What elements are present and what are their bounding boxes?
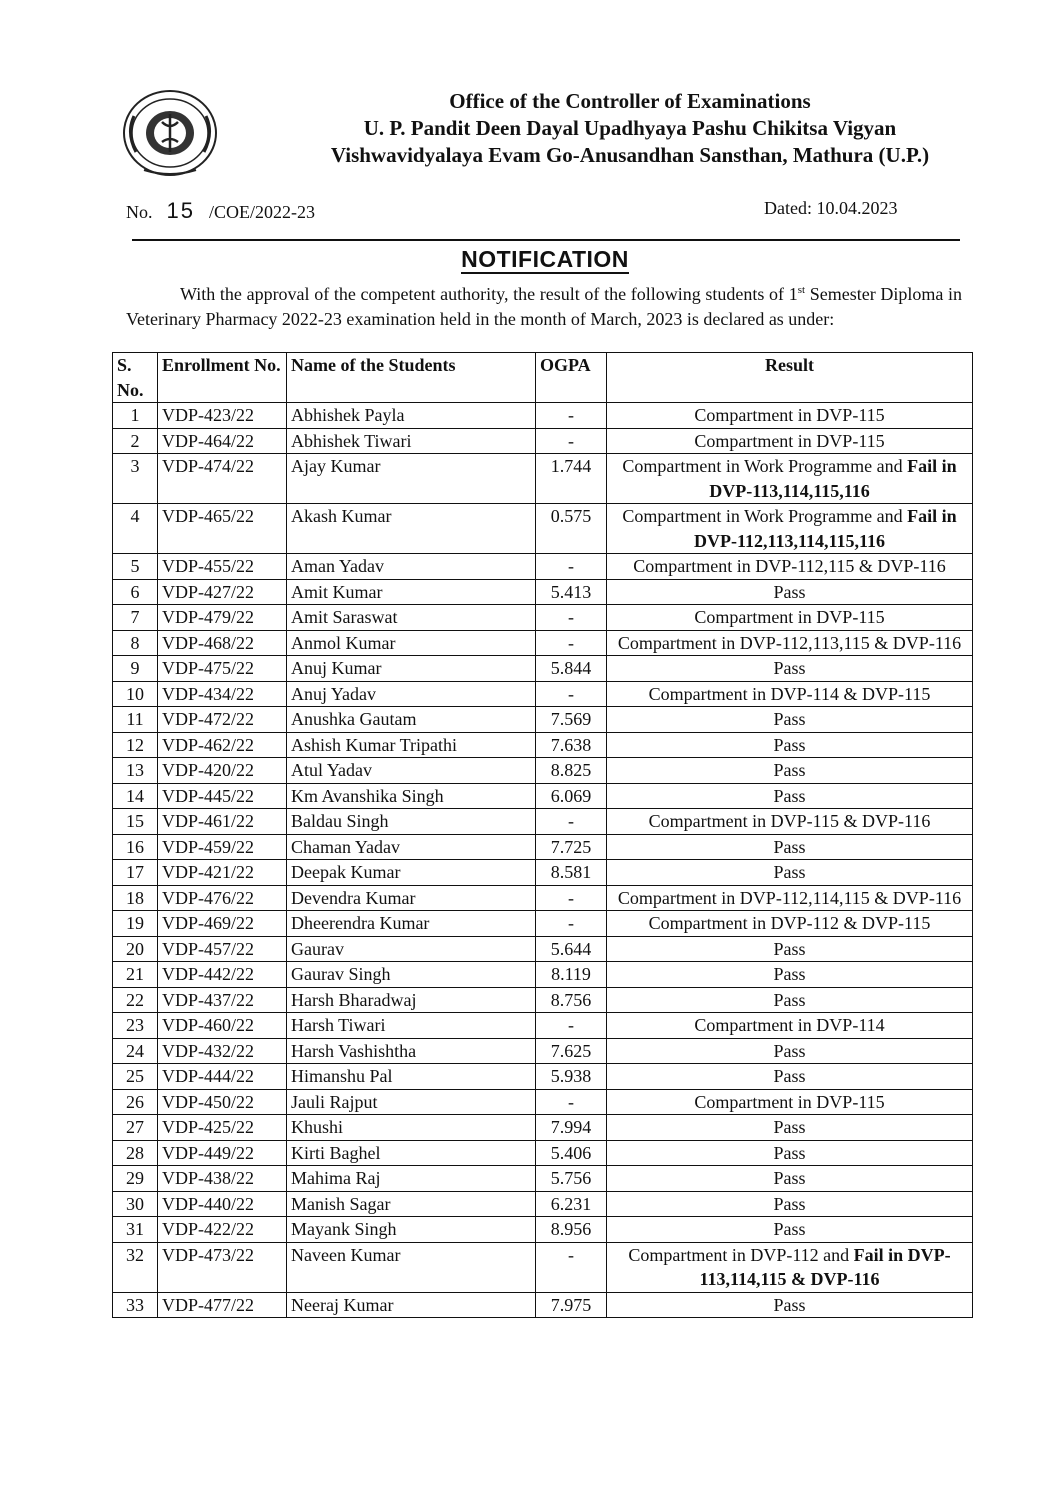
result-cell: Pass bbox=[607, 579, 973, 605]
result-cell: Compartment in Work Programme and Fail in DVP-113,114,115,116 bbox=[607, 454, 973, 504]
ogpa-cell: 1.744 bbox=[536, 454, 607, 504]
fail-text: Fail in DVP-113,114,115,116 bbox=[709, 456, 957, 501]
ogpa-cell: - bbox=[536, 1242, 607, 1292]
header-line-3: Vishwavidyalaya Evam Go-Anusandhan Sansthan, Mathura (U.P.) bbox=[330, 143, 930, 167]
result-cell: Pass bbox=[607, 1115, 973, 1141]
student-name-cell: Jauli Rajput bbox=[287, 1089, 536, 1115]
student-name-cell: Kirti Baghel bbox=[287, 1140, 536, 1166]
ogpa-cell: - bbox=[536, 885, 607, 911]
table-row bbox=[113, 1292, 973, 1318]
reference-suffix: /COE/2022-23 bbox=[208, 202, 315, 222]
result-cell: Compartment in Work Programme and Fail in DVP-112,113,114,115,116 bbox=[607, 504, 973, 554]
student-name-cell: Chaman Yadav bbox=[287, 834, 536, 860]
header-enrollment: Enrollment No. bbox=[158, 353, 287, 403]
enrollment-cell: VDP-423/22 bbox=[158, 403, 287, 429]
student-name-cell: Neeraj Kumar bbox=[287, 1292, 536, 1318]
table-row bbox=[113, 1242, 973, 1292]
result-cell: Compartment in DVP-114 & DVP-115 bbox=[607, 681, 973, 707]
sno-cell: 15 bbox=[113, 809, 158, 835]
result-cell: Pass bbox=[607, 1217, 973, 1243]
student-name-cell: Anushka Gautam bbox=[287, 707, 536, 733]
sno-cell: 21 bbox=[113, 962, 158, 988]
enrollment-cell: VDP-450/22 bbox=[158, 1089, 287, 1115]
enrollment-cell: VDP-468/22 bbox=[158, 630, 287, 656]
student-name-cell: Deepak Kumar bbox=[287, 860, 536, 886]
table-row bbox=[113, 403, 973, 429]
sno-cell: 3 bbox=[113, 454, 158, 504]
table-row bbox=[113, 630, 973, 656]
enrollment-cell: VDP-461/22 bbox=[158, 809, 287, 835]
sno-cell: 28 bbox=[113, 1140, 158, 1166]
result-cell: Compartment in DVP-112,115 & DVP-116 bbox=[607, 554, 973, 580]
sno-cell: 7 bbox=[113, 605, 158, 631]
enrollment-cell: VDP-455/22 bbox=[158, 554, 287, 580]
result-cell: Pass bbox=[607, 707, 973, 733]
table-row bbox=[113, 656, 973, 682]
result-cell: Compartment in DVP-115 bbox=[607, 403, 973, 429]
student-name-cell: Naveen Kumar bbox=[287, 1242, 536, 1292]
table-row bbox=[113, 1013, 973, 1039]
result-cell: Pass bbox=[607, 860, 973, 886]
ogpa-cell: 5.406 bbox=[536, 1140, 607, 1166]
reference-number bbox=[126, 198, 315, 224]
enrollment-cell: VDP-440/22 bbox=[158, 1191, 287, 1217]
sno-cell: 20 bbox=[113, 936, 158, 962]
university-emblem bbox=[114, 86, 228, 180]
result-cell: Compartment in DVP-115 bbox=[607, 1089, 973, 1115]
result-cell: Pass bbox=[607, 1064, 973, 1090]
enrollment-cell: VDP-459/22 bbox=[158, 834, 287, 860]
result-cell: Compartment in DVP-112 & DVP-115 bbox=[607, 911, 973, 937]
fail-text: Fail in DVP-113,114,115 & DVP-116 bbox=[699, 1244, 951, 1289]
student-name-cell: Harsh Vashishtha bbox=[287, 1038, 536, 1064]
enrollment-cell: VDP-427/22 bbox=[158, 579, 287, 605]
header-result: Result bbox=[607, 353, 973, 403]
sno-cell: 14 bbox=[113, 783, 158, 809]
student-name-cell: Dheerendra Kumar bbox=[287, 911, 536, 937]
table-row bbox=[113, 783, 973, 809]
ogpa-cell: 7.569 bbox=[536, 707, 607, 733]
student-name-cell: Manish Sagar bbox=[287, 1191, 536, 1217]
header-sno: S. No. bbox=[113, 353, 158, 403]
student-name-cell: Ajay Kumar bbox=[287, 454, 536, 504]
result-cell: Pass bbox=[607, 1140, 973, 1166]
result-cell: Compartment in DVP-112,114,115 & DVP-116 bbox=[607, 885, 973, 911]
reference-handwritten-number: 15 bbox=[166, 198, 195, 223]
student-name-cell: Gaurav bbox=[287, 936, 536, 962]
enrollment-cell: VDP-434/22 bbox=[158, 681, 287, 707]
result-cell: Compartment in DVP-112,113,115 & DVP-116 bbox=[607, 630, 973, 656]
enrollment-cell: VDP-425/22 bbox=[158, 1115, 287, 1141]
enrollment-cell: VDP-477/22 bbox=[158, 1292, 287, 1318]
table-row bbox=[113, 428, 973, 454]
student-name-cell: Harsh Bharadwaj bbox=[287, 987, 536, 1013]
result-cell: Pass bbox=[607, 1038, 973, 1064]
student-name-cell: Khushi bbox=[287, 1115, 536, 1141]
notification-title: NOTIFICATION bbox=[461, 246, 629, 272]
table-row bbox=[113, 1166, 973, 1192]
sno-cell: 16 bbox=[113, 834, 158, 860]
student-name-cell: Atul Yadav bbox=[287, 758, 536, 784]
ogpa-cell: 5.413 bbox=[536, 579, 607, 605]
enrollment-cell: VDP-437/22 bbox=[158, 987, 287, 1013]
result-cell: Pass bbox=[607, 1166, 973, 1192]
sno-cell: 2 bbox=[113, 428, 158, 454]
enrollment-cell: VDP-474/22 bbox=[158, 454, 287, 504]
result-cell: Pass bbox=[607, 936, 973, 962]
ogpa-cell: 8.756 bbox=[536, 987, 607, 1013]
ogpa-cell: 8.581 bbox=[536, 860, 607, 886]
sno-cell: 10 bbox=[113, 681, 158, 707]
table-row bbox=[113, 758, 973, 784]
sno-cell: 6 bbox=[113, 579, 158, 605]
table-row bbox=[113, 987, 973, 1013]
table-row bbox=[113, 1038, 973, 1064]
table-row bbox=[113, 707, 973, 733]
enrollment-cell: VDP-445/22 bbox=[158, 783, 287, 809]
results-table bbox=[112, 352, 973, 1318]
ogpa-cell: 7.625 bbox=[536, 1038, 607, 1064]
ogpa-cell: - bbox=[536, 554, 607, 580]
office-header bbox=[230, 88, 1030, 169]
table-row bbox=[113, 732, 973, 758]
enrollment-cell: VDP-420/22 bbox=[158, 758, 287, 784]
sno-cell: 12 bbox=[113, 732, 158, 758]
sno-cell: 27 bbox=[113, 1115, 158, 1141]
ogpa-cell: 5.938 bbox=[536, 1064, 607, 1090]
result-cell: Pass bbox=[607, 1292, 973, 1318]
result-cell: Pass bbox=[607, 987, 973, 1013]
ogpa-cell: - bbox=[536, 630, 607, 656]
ogpa-cell: 7.994 bbox=[536, 1115, 607, 1141]
table-row bbox=[113, 834, 973, 860]
result-cell: Compartment in DVP-114 bbox=[607, 1013, 973, 1039]
enrollment-cell: VDP-457/22 bbox=[158, 936, 287, 962]
result-cell: Compartment in DVP-115 bbox=[607, 605, 973, 631]
reference-prefix: No. bbox=[126, 202, 153, 222]
result-cell: Pass bbox=[607, 1191, 973, 1217]
table-row bbox=[113, 1140, 973, 1166]
table-row bbox=[113, 1217, 973, 1243]
ogpa-cell: - bbox=[536, 911, 607, 937]
enrollment-cell: VDP-432/22 bbox=[158, 1038, 287, 1064]
result-cell: Pass bbox=[607, 758, 973, 784]
enrollment-cell: VDP-449/22 bbox=[158, 1140, 287, 1166]
table-row bbox=[113, 911, 973, 937]
ogpa-cell: - bbox=[536, 428, 607, 454]
ogpa-cell: 6.231 bbox=[536, 1191, 607, 1217]
sno-cell: 11 bbox=[113, 707, 158, 733]
sno-cell: 5 bbox=[113, 554, 158, 580]
table-row bbox=[113, 605, 973, 631]
sno-cell: 23 bbox=[113, 1013, 158, 1039]
ogpa-cell: 5.644 bbox=[536, 936, 607, 962]
ogpa-cell: 8.119 bbox=[536, 962, 607, 988]
enrollment-cell: VDP-442/22 bbox=[158, 962, 287, 988]
table-row bbox=[113, 504, 973, 554]
ogpa-cell: - bbox=[536, 1089, 607, 1115]
student-name-cell: Himanshu Pal bbox=[287, 1064, 536, 1090]
ogpa-cell: - bbox=[536, 1013, 607, 1039]
sno-cell: 13 bbox=[113, 758, 158, 784]
header-divider bbox=[132, 239, 960, 241]
table-row bbox=[113, 579, 973, 605]
table-row bbox=[113, 1115, 973, 1141]
student-name-cell: Harsh Tiwari bbox=[287, 1013, 536, 1039]
table-row bbox=[113, 885, 973, 911]
result-cell: Pass bbox=[607, 783, 973, 809]
ogpa-cell: - bbox=[536, 403, 607, 429]
ogpa-cell: 7.638 bbox=[536, 732, 607, 758]
sno-cell: 29 bbox=[113, 1166, 158, 1192]
sno-cell: 31 bbox=[113, 1217, 158, 1243]
ogpa-cell: 8.825 bbox=[536, 758, 607, 784]
student-name-cell: Anmol Kumar bbox=[287, 630, 536, 656]
ogpa-cell: 0.575 bbox=[536, 504, 607, 554]
result-cell: Compartment in DVP-115 bbox=[607, 428, 973, 454]
enrollment-cell: VDP-479/22 bbox=[158, 605, 287, 631]
table-row bbox=[113, 962, 973, 988]
student-name-cell: Akash Kumar bbox=[287, 504, 536, 554]
student-name-cell: Ashish Kumar Tripathi bbox=[287, 732, 536, 758]
table-row bbox=[113, 860, 973, 886]
table-row bbox=[113, 554, 973, 580]
enrollment-cell: VDP-465/22 bbox=[158, 504, 287, 554]
table-row bbox=[113, 936, 973, 962]
table-row bbox=[113, 1064, 973, 1090]
enrollment-cell: VDP-421/22 bbox=[158, 860, 287, 886]
ogpa-cell: 8.956 bbox=[536, 1217, 607, 1243]
sno-cell: 9 bbox=[113, 656, 158, 682]
ogpa-cell: - bbox=[536, 681, 607, 707]
header-line-2: U. P. Pandit Deen Dayal Upadhyaya Pashu Chikitsa Vigyan bbox=[363, 116, 897, 140]
enrollment-cell: VDP-464/22 bbox=[158, 428, 287, 454]
student-name-cell: Baldau Singh bbox=[287, 809, 536, 835]
student-name-cell: Km Avanshika Singh bbox=[287, 783, 536, 809]
student-name-cell: Amit Kumar bbox=[287, 579, 536, 605]
sno-cell: 26 bbox=[113, 1089, 158, 1115]
enrollment-cell: VDP-462/22 bbox=[158, 732, 287, 758]
enrollment-cell: VDP-422/22 bbox=[158, 1217, 287, 1243]
dated: Dated: 10.04.2023 bbox=[764, 198, 898, 218]
ogpa-cell: 6.069 bbox=[536, 783, 607, 809]
enrollment-cell: VDP-438/22 bbox=[158, 1166, 287, 1192]
ogpa-cell: - bbox=[536, 605, 607, 631]
header-ogpa: OGPA bbox=[536, 353, 607, 403]
result-cell: Compartment in DVP-115 & DVP-116 bbox=[607, 809, 973, 835]
header-line-1: Office of the Controller of Examinations bbox=[449, 89, 811, 113]
student-name-cell: Gaurav Singh bbox=[287, 962, 536, 988]
sno-cell: 33 bbox=[113, 1292, 158, 1318]
table-row bbox=[113, 1191, 973, 1217]
result-cell: Pass bbox=[607, 834, 973, 860]
table-row bbox=[113, 1089, 973, 1115]
sno-cell: 24 bbox=[113, 1038, 158, 1064]
sno-cell: 1 bbox=[113, 403, 158, 429]
enrollment-cell: VDP-476/22 bbox=[158, 885, 287, 911]
sno-cell: 17 bbox=[113, 860, 158, 886]
sno-cell: 25 bbox=[113, 1064, 158, 1090]
result-cell: Compartment in DVP-112 and Fail in DVP-113,114,115 & DVP-116 bbox=[607, 1242, 973, 1292]
ogpa-cell: 7.975 bbox=[536, 1292, 607, 1318]
student-name-cell: Devendra Kumar bbox=[287, 885, 536, 911]
sno-cell: 19 bbox=[113, 911, 158, 937]
sno-cell: 18 bbox=[113, 885, 158, 911]
enrollment-cell: VDP-469/22 bbox=[158, 911, 287, 937]
sno-cell: 8 bbox=[113, 630, 158, 656]
sno-cell: 22 bbox=[113, 987, 158, 1013]
enrollment-cell: VDP-475/22 bbox=[158, 656, 287, 682]
table-header-row bbox=[113, 353, 973, 403]
ogpa-cell: 5.756 bbox=[536, 1166, 607, 1192]
enrollment-cell: VDP-460/22 bbox=[158, 1013, 287, 1039]
student-name-cell: Aman Yadav bbox=[287, 554, 536, 580]
table-row bbox=[113, 454, 973, 504]
student-name-cell: Anuj Yadav bbox=[287, 681, 536, 707]
sno-cell: 4 bbox=[113, 504, 158, 554]
enrollment-cell: VDP-444/22 bbox=[158, 1064, 287, 1090]
student-name-cell: Anuj Kumar bbox=[287, 656, 536, 682]
fail-text: Fail in DVP-112,113,114,115,116 bbox=[693, 506, 957, 551]
student-name-cell: Mahima Raj bbox=[287, 1166, 536, 1192]
table-row bbox=[113, 681, 973, 707]
ogpa-cell: 5.844 bbox=[536, 656, 607, 682]
result-cell: Pass bbox=[607, 656, 973, 682]
table-row bbox=[113, 809, 973, 835]
intro-paragraph: With the approval of the competent authority, the result of the following students of 1st Semester Diploma in Veterinary Pharmacy 2022-23 examination held in the month of March, 2023 is declared as under: bbox=[126, 284, 962, 329]
student-name-cell: Abhishek Payla bbox=[287, 403, 536, 429]
ogpa-cell: - bbox=[536, 809, 607, 835]
sno-cell: 30 bbox=[113, 1191, 158, 1217]
result-cell: Pass bbox=[607, 732, 973, 758]
header-name: Name of the Students bbox=[287, 353, 536, 403]
student-name-cell: Abhishek Tiwari bbox=[287, 428, 536, 454]
sno-cell: 32 bbox=[113, 1242, 158, 1292]
result-cell: Pass bbox=[607, 962, 973, 988]
enrollment-cell: VDP-472/22 bbox=[158, 707, 287, 733]
student-name-cell: Amit Saraswat bbox=[287, 605, 536, 631]
ogpa-cell: 7.725 bbox=[536, 834, 607, 860]
student-name-cell: Mayank Singh bbox=[287, 1217, 536, 1243]
enrollment-cell: VDP-473/22 bbox=[158, 1242, 287, 1292]
